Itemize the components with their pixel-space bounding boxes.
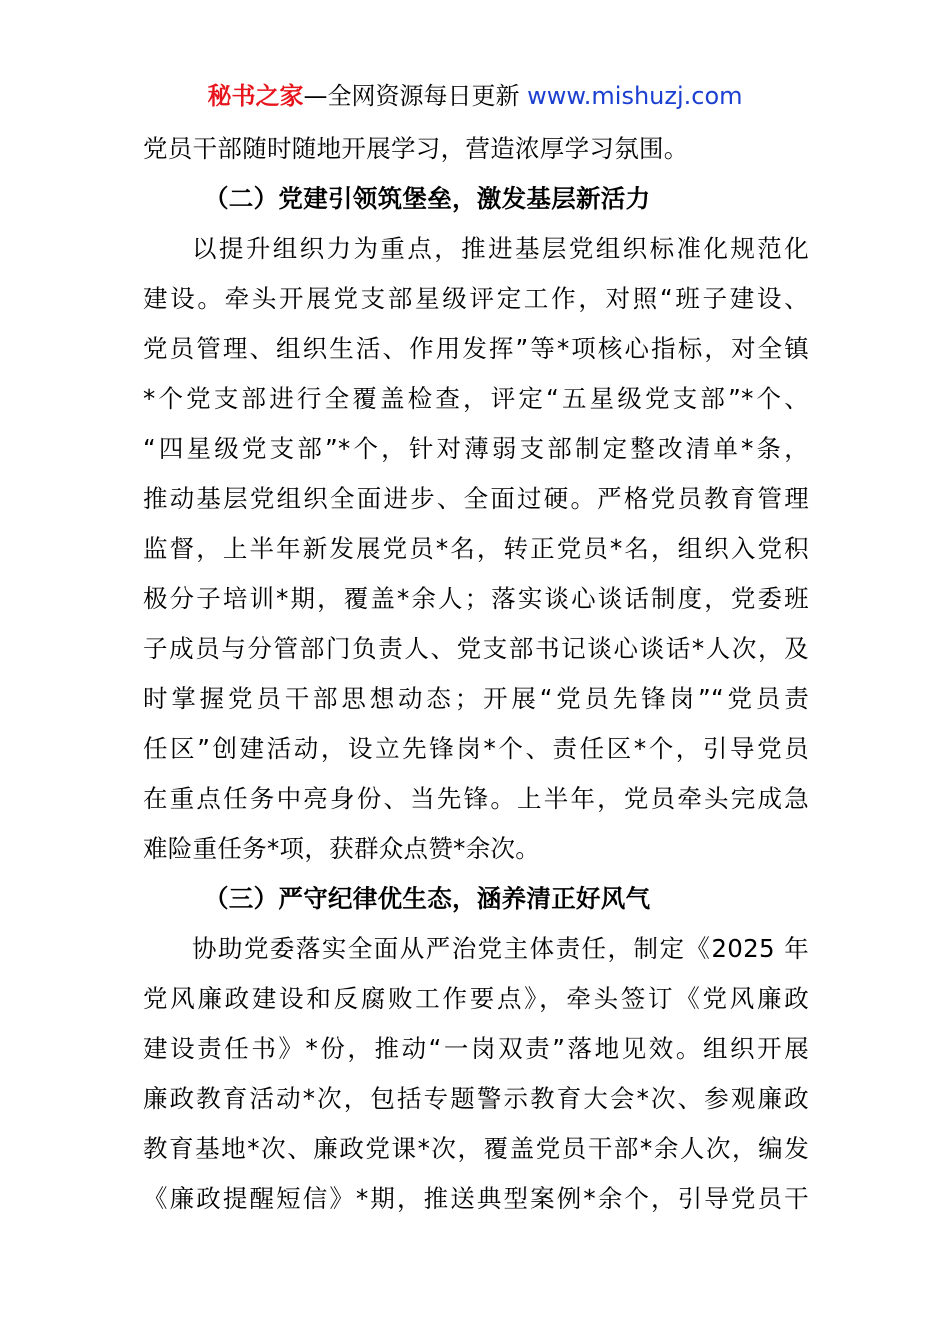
- paragraph-line: 子成员与分管部门负责人、党支部书记谈心谈话*人次，及: [143, 634, 809, 663]
- page-header: [0, 80, 950, 112]
- paragraph-line: 建设。牵头开展党支部星级评定工作，对照“班子建设、: [143, 284, 809, 313]
- section-heading: （二）党建引领筑堡垒，激发基层新活力: [204, 184, 651, 213]
- paragraph-line: 监督，上半年新发展党员*名，转正党员*名，组织入党积: [143, 534, 809, 563]
- header-url[interactable]: www.mishuzj.com: [527, 82, 743, 110]
- paragraph-line: 党风廉政建设和反腐败工作要点》，牵头签订《党风廉政: [143, 984, 809, 1013]
- document-body: [143, 124, 809, 1224]
- paragraph-line: “四星级党支部”*个，针对薄弱支部制定整改清单*条，: [143, 434, 809, 463]
- paragraph-line: 在重点任务中亮身份、当先锋。上半年，党员牵头完成急: [143, 784, 809, 813]
- paragraph-line: 推动基层党组织全面进步、全面过硬。严格党员教育管理: [143, 484, 809, 513]
- paragraph-line: 以提升组织力为重点，推进基层党组织标准化规范化: [192, 234, 809, 263]
- paragraph-line: 《廉政提醒短信》*期，推送典型案例*余个，引导党员干: [143, 1184, 809, 1213]
- header-brand: 秘书之家: [207, 82, 304, 110]
- paragraph-line: 协助党委落实全面从严治党主体责任，制定《2025 年: [192, 934, 809, 963]
- header-slogan: —全网资源每日更新: [303, 82, 528, 110]
- paragraph-line: *个党支部进行全覆盖检查，评定“五星级党支部”*个、: [143, 384, 809, 413]
- paragraph-line: 建设责任书》*份，推动“一岗双责”落地见效。组织开展: [143, 1034, 809, 1063]
- paragraph-line: 极分子培训*期，覆盖*余人；落实谈心谈话制度，党委班: [143, 584, 809, 613]
- paragraph-line: 任区”创建活动，设立先锋岗*个、责任区*个，引导党员: [143, 734, 809, 763]
- paragraph-line: 难险重任务*项，获群众点赞*余次。: [143, 834, 541, 863]
- paragraph-line: 时掌握党员干部思想动态；开展“党员先锋岗”“党员责: [143, 684, 809, 713]
- paragraph-line: 党员干部随时随地开展学习，营造浓厚学习氛围。: [143, 134, 689, 163]
- paragraph-line: 党员管理、组织生活、作用发挥”等*项核心指标，对全镇: [143, 334, 809, 363]
- paragraph-line: 廉政教育活动*次，包括专题警示教育大会*次、参观廉政: [143, 1084, 809, 1113]
- section-heading: （三）严守纪律优生态，涵养清正好风气: [204, 884, 651, 913]
- paragraph-line: 教育基地*次、廉政党课*次，覆盖党员干部*余人次，编发: [143, 1134, 809, 1163]
